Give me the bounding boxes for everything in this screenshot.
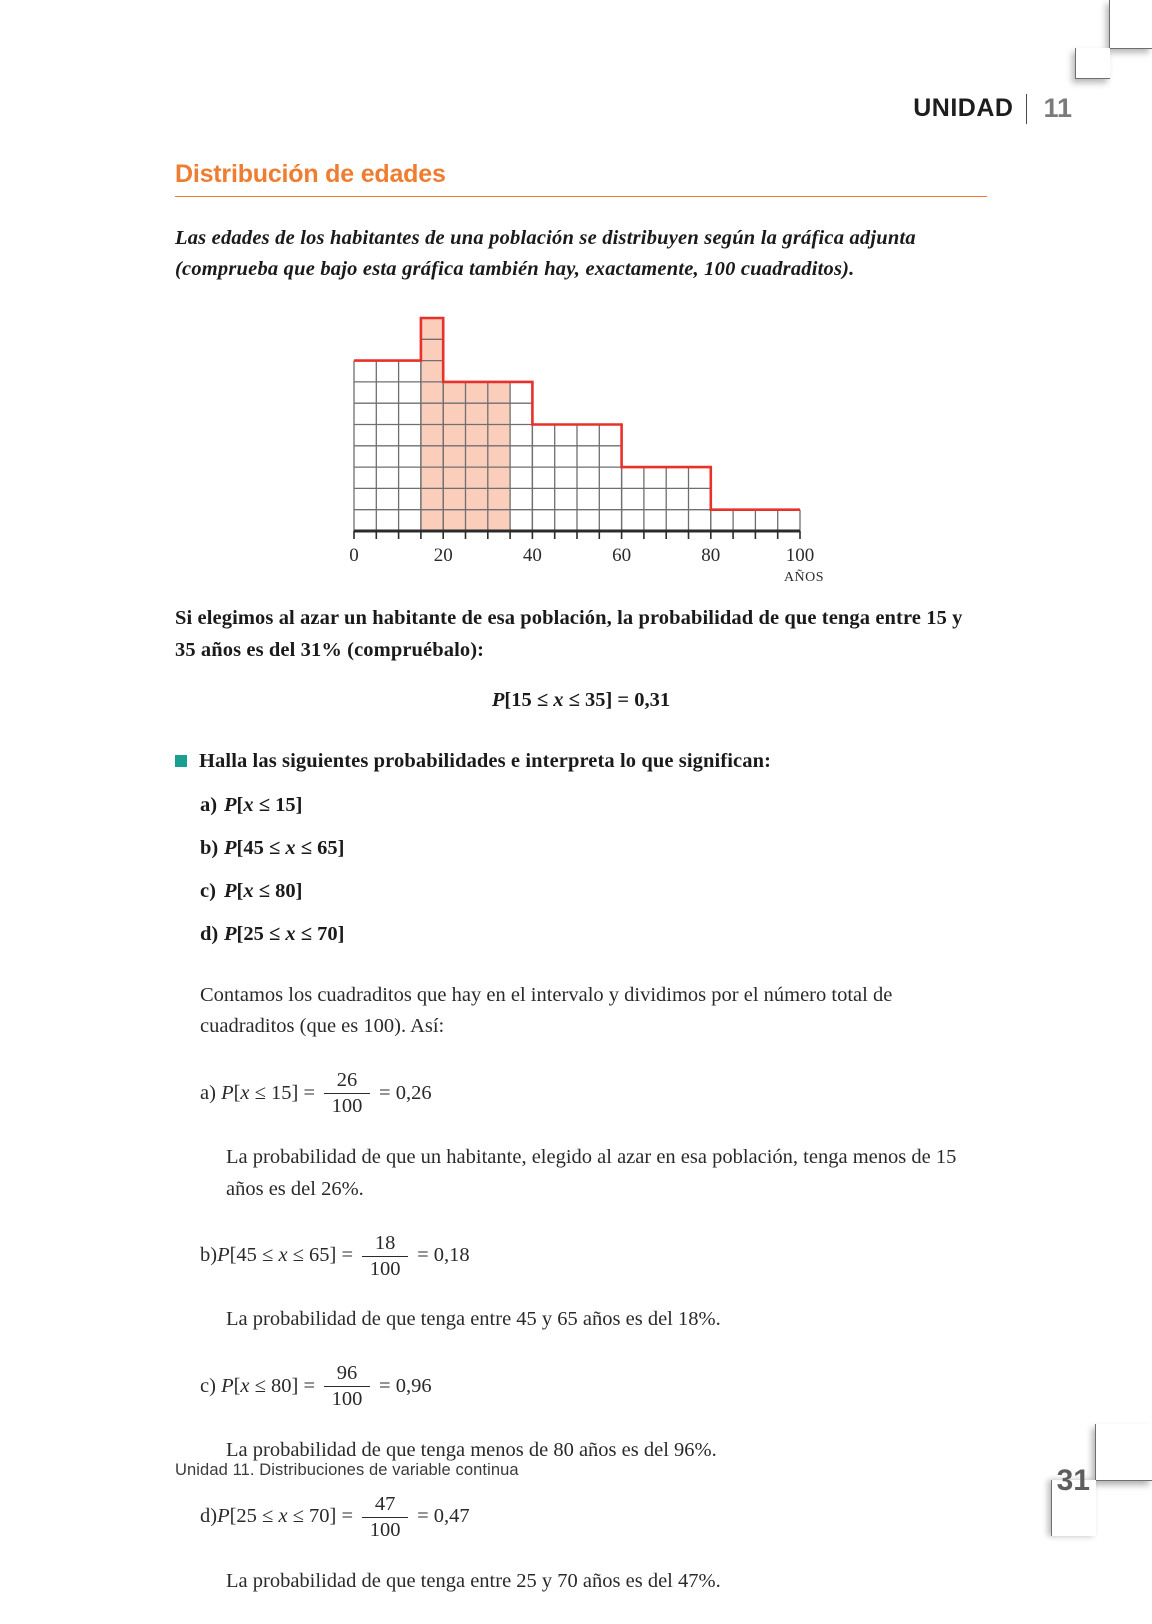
x-tick-label-80: 80 [701,545,721,567]
statement-formula [175,689,987,712]
item-p-d: P [224,922,237,945]
fold-step-c [1095,1424,1152,1481]
x-tick-label-60: 60 [612,545,632,567]
histogram-chart [346,309,825,586]
formula-open: [15 ≤ [504,688,554,711]
item-var-a: x [243,793,254,816]
solution-block [200,980,987,1598]
histogram-container [175,309,987,586]
solution-interpretation-d: La probabilidad de que tenga entre 25 y 70 años es del 47%. [226,1569,721,1592]
item-label-d: d) [200,922,219,945]
sol-label-b: b) [200,1244,218,1267]
formula-variable-x: x [553,688,564,711]
exercise-item-a [200,794,987,817]
item-label-c: c) [200,879,216,902]
item-label-b: b) [200,836,219,859]
sol-open-b: [45 ≤ [229,1244,279,1267]
fold-step-a [1109,0,1152,49]
item-expr-c-close: ≤ 80] [253,879,303,902]
exercise-item-list [200,794,987,946]
item-expr-b-open: [45 ≤ [236,836,286,859]
intro-paragraph: Las edades de los habitantes de una población se distribuyen según la gráfica adjunta (comprueba que bajo esta gráfica también hay, exactamente, 100 cuadraditos). [175,227,916,281]
sol-p-b: P [217,1244,230,1267]
solution-lead-a [200,1078,315,1110]
item-expr-a-open: [ [236,793,244,816]
sol-var-b: x [278,1244,288,1267]
fraction-c [324,1362,370,1411]
item-label-a: a) [200,793,218,816]
solution-lead-b [200,1240,353,1272]
fraction-numerator-b: 18 [374,1231,396,1254]
solution-equation-a [200,1069,987,1118]
x-axis-unit-label: AÑOS [783,570,825,586]
highlight-region-2 [443,382,510,531]
x-tick-label-40: 40 [522,545,542,567]
fraction-a [324,1069,370,1118]
sol-result-b: = 0,18 [417,1244,470,1267]
sol-open-c: [ [233,1374,241,1397]
sol-p-a: P [221,1081,234,1104]
exercise-item-b [200,837,987,860]
item-p-c: P [224,879,237,902]
fraction-denominator-d: 100 [369,1518,401,1541]
square-bullet-icon [175,755,187,767]
sol-p-d: P [217,1505,230,1528]
sol-result-c: = 0,96 [379,1374,432,1397]
formula-p-symbol: P [491,688,505,711]
item-expr-a-close: ≤ 15] [253,793,303,816]
sol-close-d: ≤ 70] = [287,1505,354,1528]
solution-interpretation-b: La probabilidad de que tenga entre 45 y 65 años es del 18%. [226,1308,721,1331]
sol-var-a: x [240,1081,250,1104]
item-var-b: x [285,836,296,859]
x-tick-label-0: 0 [349,545,359,567]
sol-label-a: a) [200,1081,216,1104]
item-var-c: x [243,879,254,902]
fraction-b [362,1232,408,1281]
sol-open-d: [25 ≤ [229,1505,279,1528]
sol-result-a: = 0,26 [379,1081,432,1104]
item-expr-d-open: [25 ≤ [236,922,286,945]
formula-close: ≤ 35] = 0,31 [563,688,671,711]
sol-var-c: x [240,1374,250,1397]
histogram-svg [346,309,825,586]
solution-lead-c [200,1371,315,1403]
item-p-a: P [224,793,237,816]
solution-intro: Contamos los cuadraditos que hay en el intervalo y dividimos por el número total de cuadraditos (que es 100). Así: [200,983,893,1038]
solution-interpretation-a: La probabilidad de que un habitante, elegido al azar en esa población, tenga menos de 15 años es del 26%. [226,1146,957,1200]
exercise-prompt-text: Halla las siguientes probabilidades e interpreta lo que significan: [199,749,772,772]
unit-label: UNIDAD [913,94,1014,123]
unit-number: 11 [1026,94,1072,124]
page-title: Distribución de edades [175,160,446,188]
fraction-numerator-c: 96 [336,1362,358,1385]
page-corner-fold-top-right [1076,0,1152,78]
exercise-item-d [200,923,987,946]
exercise-item-c [200,880,987,903]
item-expr-d-close: ≤ 70] [295,922,345,945]
sol-open-a: [ [233,1081,241,1104]
sol-result-d: = 0,47 [417,1505,470,1528]
fraction-denominator-c: 100 [331,1388,363,1411]
page-content [175,160,987,1624]
sol-label-d: d) [200,1505,218,1528]
exercise-prompt [175,746,987,778]
unit-header [913,94,1072,124]
fraction-d [362,1493,408,1542]
page-number: 31 [1056,1464,1090,1497]
title-divider [175,196,987,197]
fold-step-b [1075,48,1110,79]
sol-var-d: x [278,1505,288,1528]
x-axis [354,531,800,539]
sol-close-b: ≤ 65] = [287,1244,354,1267]
solution-equation-c [200,1362,987,1411]
item-var-d: x [285,922,296,945]
sol-close-c: ≤ 80] = [249,1374,316,1397]
solution-lead-d [200,1501,353,1533]
fraction-numerator-a: 26 [336,1069,358,1092]
x-tick-label-20: 20 [433,545,453,567]
sol-p-c: P [221,1374,234,1397]
item-expr-c-open: [ [236,879,244,902]
statement-paragraph: Si elegimos al azar un habitante de esa población, la probabilidad de que tenga entre 15 y 35 años es del 31% (compruébalo): [175,607,963,662]
sol-close-a: ≤ 15] = [249,1081,316,1104]
fraction-denominator-b: 100 [369,1257,401,1280]
footer-caption: Unidad 11. Distribuciones de variable continua [175,1461,519,1479]
fraction-denominator-a: 100 [331,1095,363,1118]
solution-equation-d [200,1493,987,1542]
solution-interpretation-c: La probabilidad de que tenga menos de 80 años es del 96%. [226,1439,717,1462]
item-p-b: P [224,836,237,859]
sol-label-c: c) [200,1374,216,1397]
solution-equation-b [200,1232,987,1281]
fraction-numerator-d: 47 [374,1492,396,1515]
x-tick-label-100: 100 [785,545,815,567]
item-expr-b-close: ≤ 65] [295,836,345,859]
